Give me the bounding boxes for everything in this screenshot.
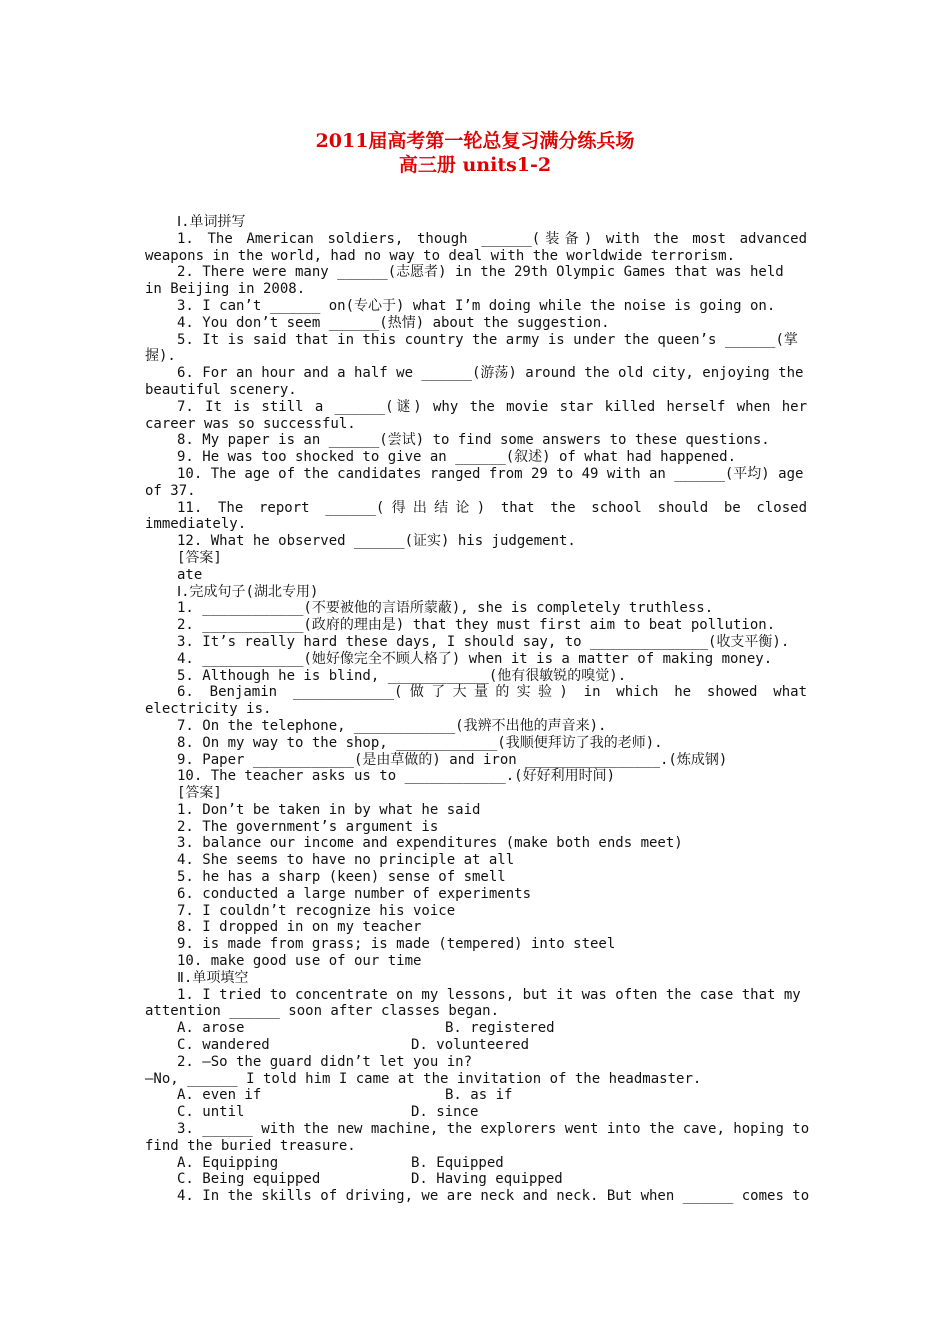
question-line: attention ______ soon after classes began. [145, 1003, 500, 1020]
question-line: 3. I can’t ______ on(专心于) what I’m doing while the noise is going on. [177, 297, 776, 314]
answer-label: [答案] [177, 785, 222, 802]
option-a: A. arose [177, 1020, 245, 1037]
answer-line: 1. Don’t be taken in by what he said [177, 801, 481, 818]
question-line: weapons in the world, had no way to deal with the worldwide terrorism. [145, 247, 736, 264]
answer-line: 3. balance our income and expenditures (make both ends meet) [177, 835, 683, 852]
question-line: beautiful scenery. [145, 381, 297, 398]
question-line: 7. It is still a ______(谜) why the movie star killed herself when her [177, 398, 807, 415]
question-line: 12. What he observed ______(证实) his judgement. [177, 533, 576, 550]
question-line: 2. ____________(政府的理由是) that they must first aim to beat pollution. [177, 617, 776, 634]
answer-line: 9. is made from grass; is made (tempered) into steel [177, 936, 616, 953]
options-row [145, 1037, 807, 1054]
answer-line: 7. I couldn’t recognize his voice [177, 902, 456, 919]
question-line: career was so successful. [145, 415, 356, 432]
option-a: A. even if [177, 1087, 262, 1104]
question-line: 3. It’s really hard these days, I should say, to ______________(收支平衡). [177, 633, 790, 650]
option-b: B. registered [445, 1020, 555, 1037]
question-line: 8. On my way to the shop, ____________(我顺便拜访了我的老师). [177, 734, 663, 751]
option-a: A. Equipping [177, 1154, 279, 1171]
answer-label: [答案] [177, 549, 222, 566]
question-line: 2. There were many ______(志愿者) in the 29th Olympic Games that was held [177, 264, 784, 281]
question-line: 5. It is said that in this country the army is under the queen’s ______(掌 [177, 331, 798, 348]
answer-line: 10. make good use of our time [177, 953, 422, 970]
answer-line: 8. I dropped in on my teacher [177, 919, 422, 936]
option-c: C. wandered [177, 1037, 270, 1054]
options-row [145, 1171, 807, 1188]
option-d: D. Having equipped [411, 1171, 563, 1188]
question-line: 7. On the telephone, ____________(我辨不出他的声音来). [177, 717, 607, 734]
document-body [145, 214, 810, 1205]
page-subtitle: 高三册 units1-2 [398, 154, 552, 176]
option-c: C. until [177, 1104, 245, 1121]
question-line: 1. ____________(不要被他的言语所蒙蔽), she is completely truthless. [177, 600, 714, 617]
question-line: 2. —So the guard didn’t let you in? [177, 1053, 473, 1070]
question-line: 11. The report ______(得出结论) that the school should be closed [177, 499, 807, 516]
options-row [145, 1020, 807, 1037]
question-line: 4. You don’t seem ______(热情) about the suggestion. [177, 314, 610, 331]
option-b: B. as if [445, 1087, 513, 1104]
question-line: 8. My paper is an ______(尝试) to find some answers to these questions. [177, 432, 770, 449]
question-line: 4. ____________(她好像完全不顾人格了) when it is a matter of making money. [177, 650, 773, 667]
answer-line: 6. conducted a large number of experiments [177, 885, 532, 902]
question-line: 9. Paper ____________(是由草做的) and iron ________________.(炼成钢) [177, 751, 728, 768]
answer-line: 4. She seems to have no principle at all [177, 852, 515, 869]
answer-line: 2. The government’s argument is [177, 818, 439, 835]
question-line: —No, ______ I told him I came at the invitation of the headmaster. [145, 1070, 702, 1087]
section-heading: Ⅱ.单项填空 [177, 969, 249, 986]
question-line: electricity is. [145, 701, 272, 718]
question-line: 6. Benjamin ____________(做了大量的实验) in which he showed what [177, 684, 807, 701]
options-row [145, 1104, 807, 1121]
question-line: immediately. [145, 516, 247, 533]
question-line: 5. Although he is blind, ____________(他有很敏锐的嗅觉). [177, 667, 627, 684]
answer-line: 5. he has a sharp (keen) sense of smell [177, 869, 506, 886]
question-line: 10. The age of the candidates ranged from 29 to 49 with an ______(平均) age [177, 465, 804, 482]
question-line: 1. The American soldiers, though ______(装备) with the most advanced [177, 230, 807, 247]
question-line: 4. In the skills of driving, we are neck and neck. But when ______ comes to [177, 1188, 810, 1205]
page-title: 2011届高考第一轮总复习满分练兵场 [315, 130, 635, 152]
option-b: B. Equipped [411, 1154, 504, 1171]
option-c: C. Being equipped [177, 1171, 321, 1188]
question-line: 3. ______ with the new machine, the explorers went into the cave, hoping to [177, 1121, 810, 1138]
options-row [145, 1087, 807, 1104]
options-row [145, 1155, 807, 1172]
question-line: in Beijing in 2008. [145, 281, 306, 298]
option-d: D. volunteered [411, 1037, 530, 1054]
question-line: 9. He was too shocked to give an ______(叙述) of what had happened. [177, 449, 737, 466]
answer-text: ate [177, 566, 203, 583]
question-line: find the buried treasure. [145, 1137, 356, 1154]
question-line: 10. The teacher asks us to ____________.(好好利用时间) [177, 768, 616, 785]
section-heading: Ⅰ.单词拼写 [177, 214, 246, 230]
option-d: D. since [411, 1104, 479, 1121]
question-line: of 37. [145, 482, 196, 499]
question-line: 6. For an hour and a half we ______(游荡) around the old city, enjoying the [177, 365, 804, 382]
question-line: 握). [145, 348, 176, 365]
section-heading: Ⅰ.完成句子(湖北专用) [177, 583, 319, 600]
question-line: 1. I tried to concentrate on my lessons, but it was often the case that my [177, 986, 801, 1003]
